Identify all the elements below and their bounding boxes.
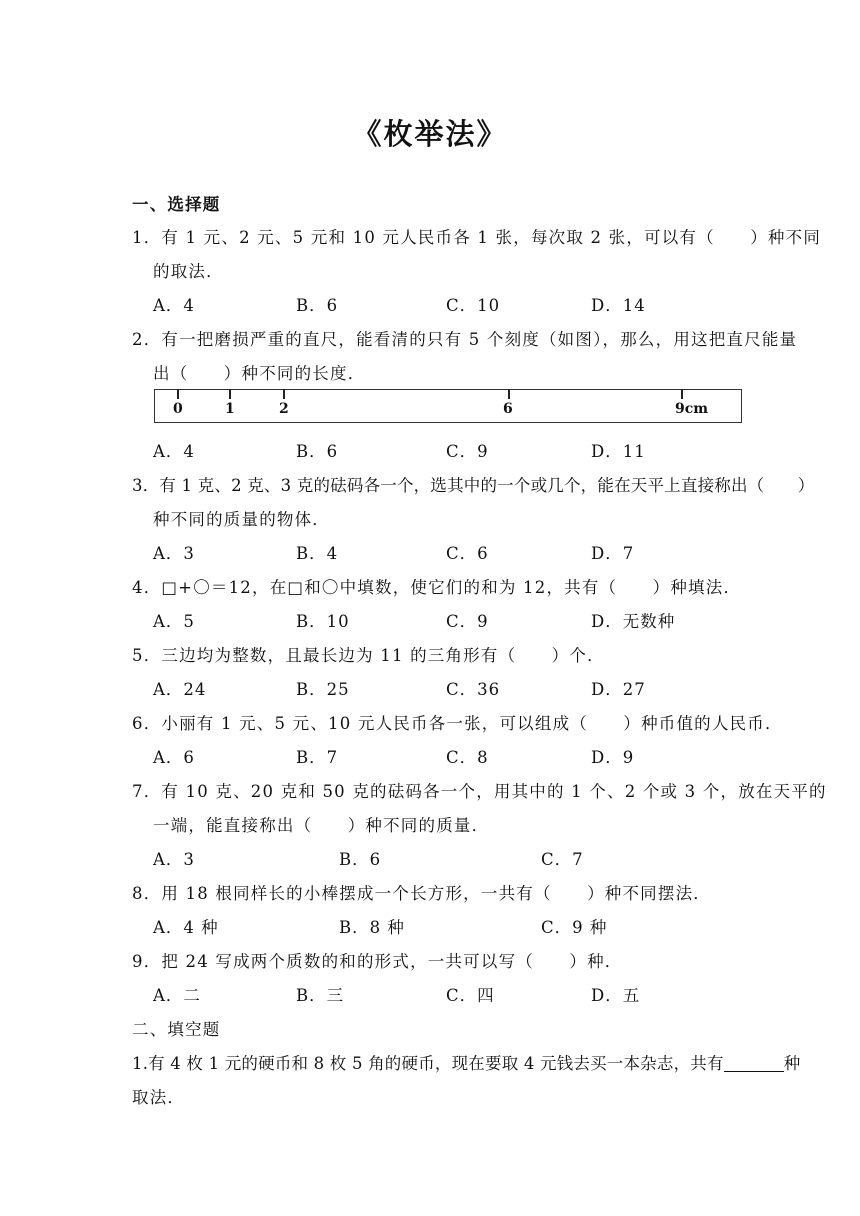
question-1-option-a: A．4 (153, 296, 195, 315)
question-8-option-c: C．9 种 (541, 918, 608, 937)
question-7-option-b: B．6 (339, 850, 382, 869)
question-6-option-c: C．8 (446, 748, 489, 767)
question-9-option-d: D．五 (591, 986, 641, 1005)
question-7-option-c: C．7 (541, 850, 584, 869)
question-6-option-a: A．6 (153, 748, 195, 767)
question-3-option-c: C．6 (446, 544, 489, 563)
question-1-option-c: C．10 (446, 296, 501, 315)
question-9-option-c: C．四 (446, 986, 495, 1005)
fill-question-1-text-b: 种 (783, 1054, 801, 1073)
question-2-text: 2．有一把磨损严重的直尺，能看清的只有 5 个刻度（如图），那么，用这把直尺能量 (132, 330, 798, 349)
section-heading-choice: 一、选择题 (132, 195, 221, 214)
question-4-text: 4．□+〇＝12，在□和〇中填数，使它们的和为 12，共有（ ）种填法． (132, 578, 742, 597)
question-8-option-b: B．8 种 (339, 918, 405, 937)
question-2-option-a: A．4 (153, 442, 195, 461)
question-3-text-cont: 种不同的质量的物体． (153, 510, 330, 529)
question-6-text: 6．小丽有 1 元、5 元、10 元人民币各一张，可以组成（ ）种币值的人民币． (132, 714, 783, 733)
ruler-tick-0 (177, 389, 179, 399)
question-5-option-c: C．36 (446, 680, 501, 699)
ruler-tick-2 (283, 389, 285, 399)
ruler-label-0: 0 (173, 401, 183, 417)
ruler-label-1: 1 (225, 401, 235, 417)
question-4-option-d: D．无数种 (591, 612, 676, 631)
question-4-option-a: A．5 (153, 612, 195, 631)
fill-question-1-text-cont: 取法． (132, 1088, 186, 1107)
page-title: 《枚举法》 (352, 117, 508, 151)
fill-question-1-text-a: 1.有 4 枚 1 元的硬币和 8 枚 5 角的硬币，现在要取 4 元钱去买一本杂志，共有 (132, 1054, 724, 1073)
question-1-option-b: B．6 (296, 296, 339, 315)
ruler-tick-1 (229, 389, 231, 399)
question-3-option-b: B．4 (296, 544, 339, 563)
section-heading-fill: 二、填空题 (132, 1020, 221, 1039)
question-5-text: 5．三边均为整数，且最长边为 11 的三角形有（ ）个． (132, 646, 605, 665)
ruler-tick-9 (681, 389, 683, 399)
question-8-text: 8．用 18 根同样长的小棒摆成一个长方形，一共有（ ）种不同摆法． (132, 884, 711, 903)
question-1-text-cont: 的取法． (153, 262, 224, 281)
question-4-option-b: B．10 (296, 612, 350, 631)
question-7-option-a: A．3 (153, 850, 195, 869)
question-6-option-b: B．7 (296, 748, 339, 767)
ruler-label-9cm: 9cm (675, 401, 709, 417)
ruler-tick-6 (508, 389, 510, 399)
question-5-option-d: D．27 (591, 680, 646, 699)
question-2-option-d: D．11 (591, 442, 646, 461)
answer-blank (724, 1057, 784, 1072)
ruler-figure (154, 389, 742, 423)
question-4-option-c: C．9 (446, 612, 489, 631)
question-6-option-d: D．9 (591, 748, 635, 767)
ruler-label-6: 6 (503, 401, 513, 417)
question-7-text: 7．有 10 克、20 克和 50 克的砝码各一个，用其中的 1 个、2 个或 3 个，放在天平的 (132, 782, 827, 801)
question-3-option-a: A．3 (153, 544, 195, 563)
question-1-option-d: D．14 (591, 296, 646, 315)
question-9-option-a: A．二 (153, 986, 201, 1005)
question-3-option-d: D．7 (591, 544, 635, 563)
question-9-option-b: B．三 (296, 986, 345, 1005)
question-5-option-a: A．24 (153, 680, 207, 699)
fill-question-1-text (132, 1050, 800, 1074)
question-8-option-a: A．4 种 (153, 918, 219, 937)
question-2-text-cont: 出（ ）种不同的长度． (153, 364, 366, 383)
question-9-text: 9．把 24 写成两个质数的和的形式，一共可以写（ ）种． (132, 952, 623, 971)
question-3-text: 3．有 1 克、2 克、3 克的砝码各一个，选其中的一个或几个，能在天平上直接称出（ ） (132, 476, 815, 495)
question-2-option-b: B．6 (296, 442, 339, 461)
ruler-label-2: 2 (279, 401, 289, 417)
question-5-option-b: B．25 (296, 680, 350, 699)
question-1-text: 1．有 1 元、2 元、5 元和 10 元人民币各 1 张，每次取 2 张，可以有（ ）种不同 (132, 228, 822, 247)
question-2-option-c: C．9 (446, 442, 489, 461)
question-7-text-cont: 一端，能直接称出（ ）种不同的质量． (153, 816, 490, 835)
